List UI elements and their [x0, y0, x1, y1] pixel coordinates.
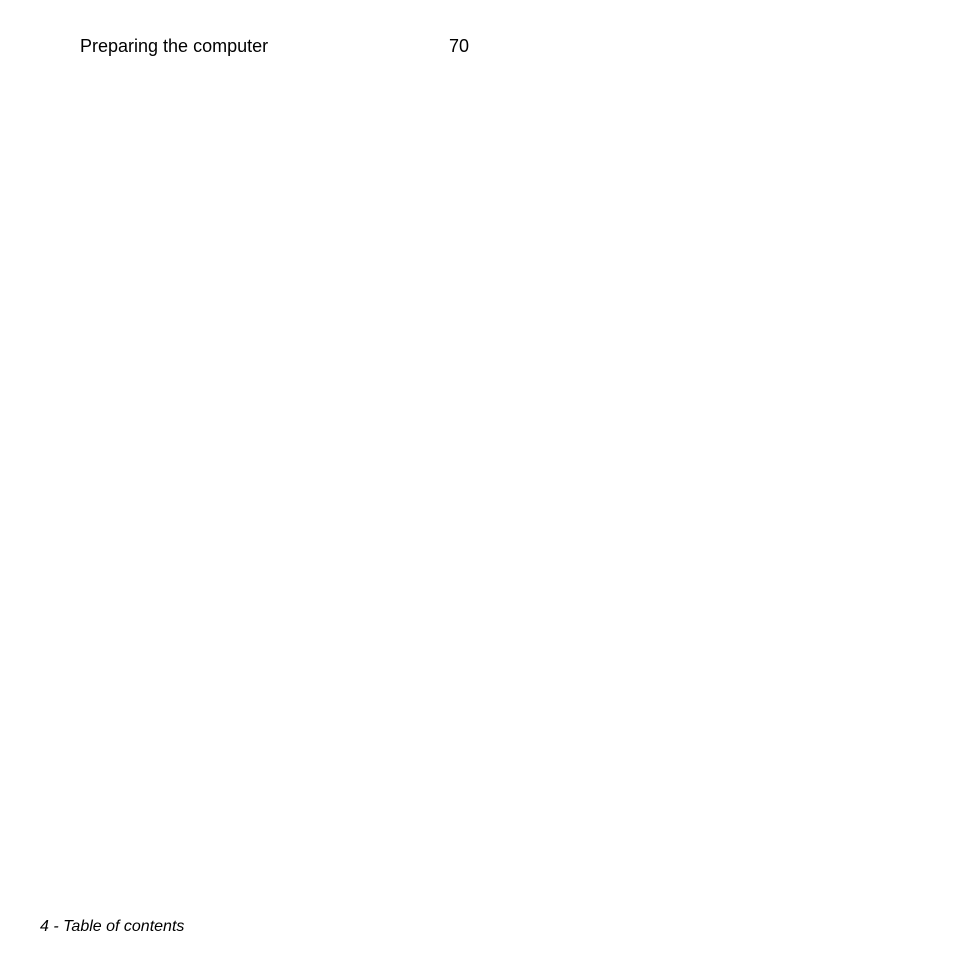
page-footer: 4 - Table of contents: [40, 918, 185, 935]
entry-label: Preparing the computer: [80, 36, 269, 56]
entry-page-number: 70: [448, 36, 469, 56]
toc-entry-row[interactable]: [40, 35, 469, 57]
